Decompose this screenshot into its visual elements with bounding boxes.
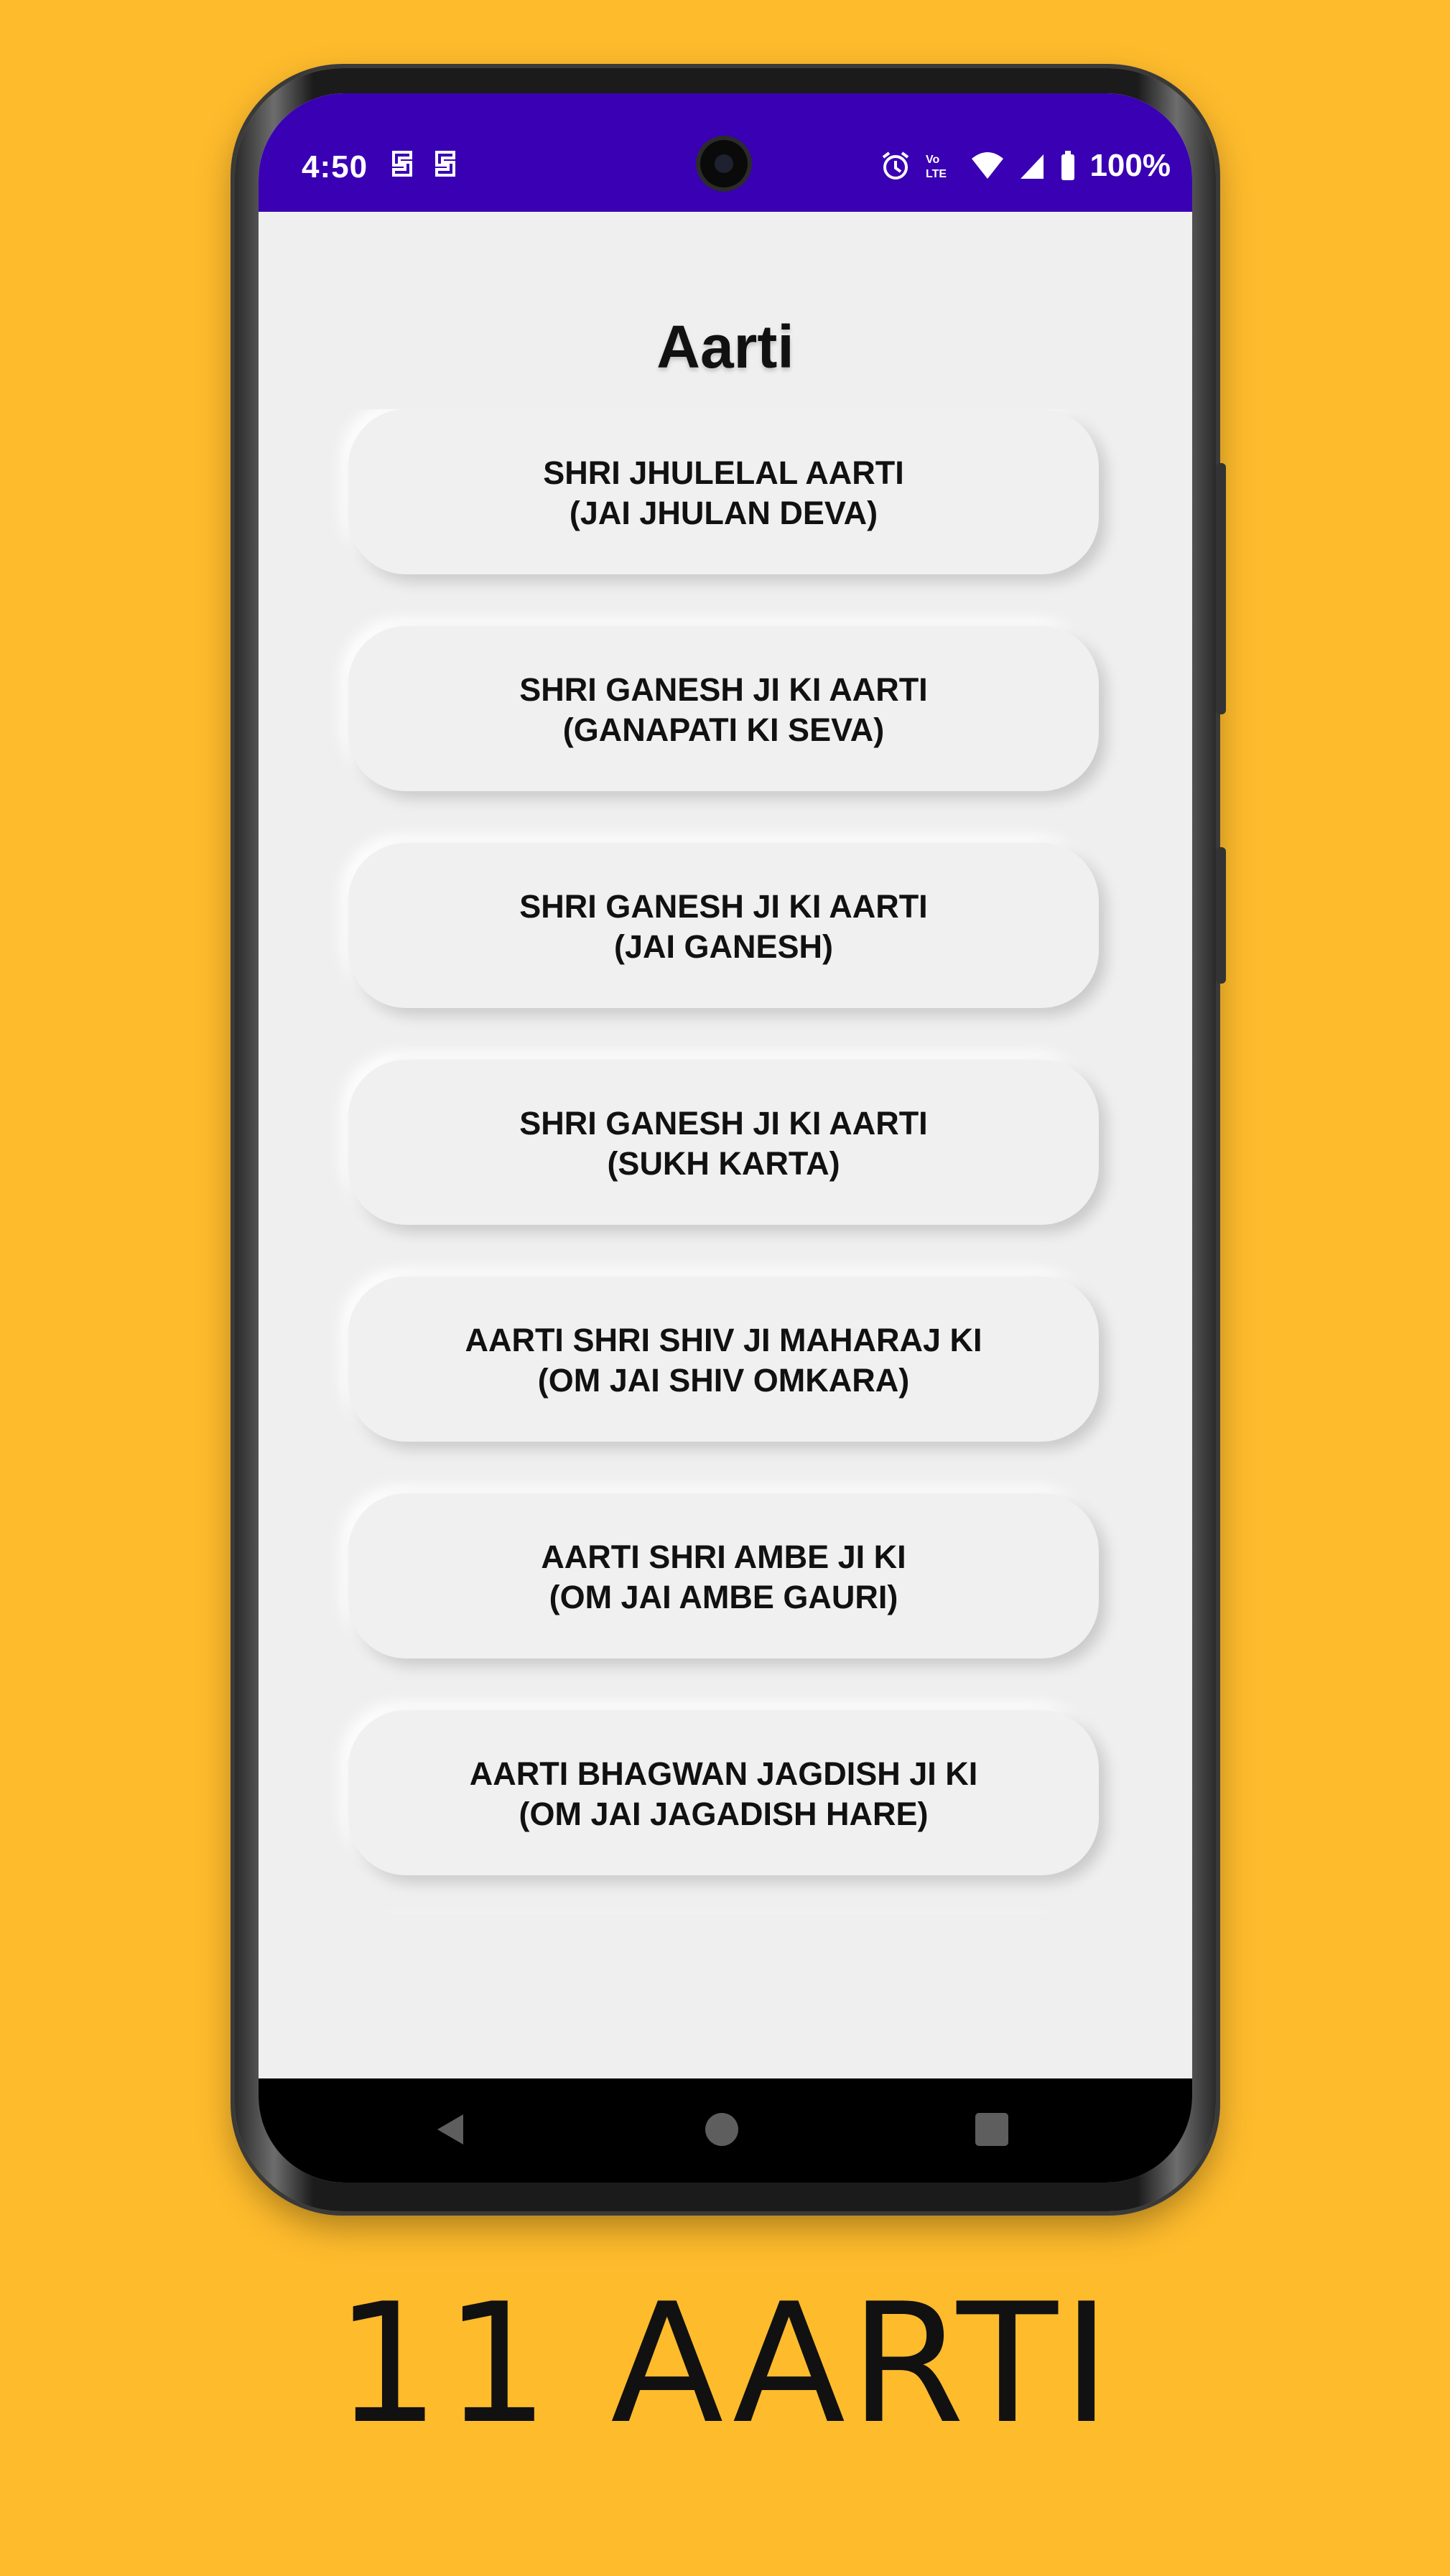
status-right [880, 148, 1171, 184]
phone-side-button [1216, 463, 1226, 714]
signal-icon [1018, 150, 1046, 182]
aarti-subtitle: (OM JAI SHIV OMKARA) [537, 1362, 910, 1399]
aarti-subtitle: (GANAPATI KI SEVA) [562, 711, 885, 748]
navigation-bar [259, 2078, 1192, 2183]
notification-app-icon [431, 148, 460, 179]
aarti-list-viewport[interactable] [259, 409, 1192, 1913]
front-camera [700, 140, 748, 187]
battery-percent: 100% [1089, 148, 1171, 183]
battery-icon [1059, 150, 1077, 182]
back-icon[interactable] [434, 2113, 468, 2146]
phone-frame [235, 68, 1216, 2211]
svg-text:LTE: LTE [926, 168, 947, 180]
aarti-list-item[interactable] [348, 409, 1099, 574]
status-bar [259, 93, 1192, 212]
svg-text:Vo: Vo [926, 154, 940, 166]
notification-icons [388, 148, 460, 179]
aarti-subtitle: (SUKH KARTA) [607, 1145, 840, 1182]
alarm-icon [880, 150, 911, 182]
aarti-title: SHRI GANESH JI KI AARTI [519, 1105, 928, 1142]
wifi-icon [970, 150, 1005, 182]
app-screen [259, 93, 1192, 2183]
aarti-title: AARTI SHRI SHIV JI MAHARAJ KI [465, 1322, 982, 1358]
aarti-list-item[interactable] [348, 843, 1099, 1008]
aarti-subtitle: (OM JAI JAGADISH HARE) [519, 1796, 929, 1832]
aarti-subtitle: (OM JAI AMBE GAURI) [549, 1579, 898, 1615]
status-time: 4:50 [302, 149, 368, 185]
aarti-list-item[interactable] [348, 1710, 1099, 1875]
aarti-list-item[interactable] [348, 1060, 1099, 1225]
phone-side-button [1216, 847, 1226, 984]
aarti-list-item[interactable] [348, 1277, 1099, 1442]
home-icon[interactable] [705, 2113, 738, 2146]
aarti-title: AARTI BHAGWAN JAGDISH JI KI [469, 1755, 978, 1792]
aarti-list [348, 409, 1099, 1913]
promo-caption: 11 AARTI [335, 2269, 1115, 2460]
volte-icon [924, 150, 957, 182]
aarti-subtitle: (JAI JHULAN DEVA) [569, 495, 878, 531]
aarti-title: SHRI JHULELAL AARTI [543, 454, 904, 491]
recents-icon[interactable] [975, 2113, 1008, 2146]
page-title: Aarti [656, 313, 794, 381]
aarti-title: AARTI SHRI AMBE JI KI [541, 1539, 906, 1575]
aarti-list-item[interactable] [348, 1493, 1099, 1658]
aarti-title: SHRI GANESH JI KI AARTI [519, 671, 928, 708]
aarti-subtitle: (JAI GANESH) [613, 928, 834, 965]
notification-app-icon [388, 148, 417, 179]
aarti-title: SHRI GANESH JI KI AARTI [519, 888, 928, 925]
aarti-list-item[interactable] [348, 626, 1099, 791]
